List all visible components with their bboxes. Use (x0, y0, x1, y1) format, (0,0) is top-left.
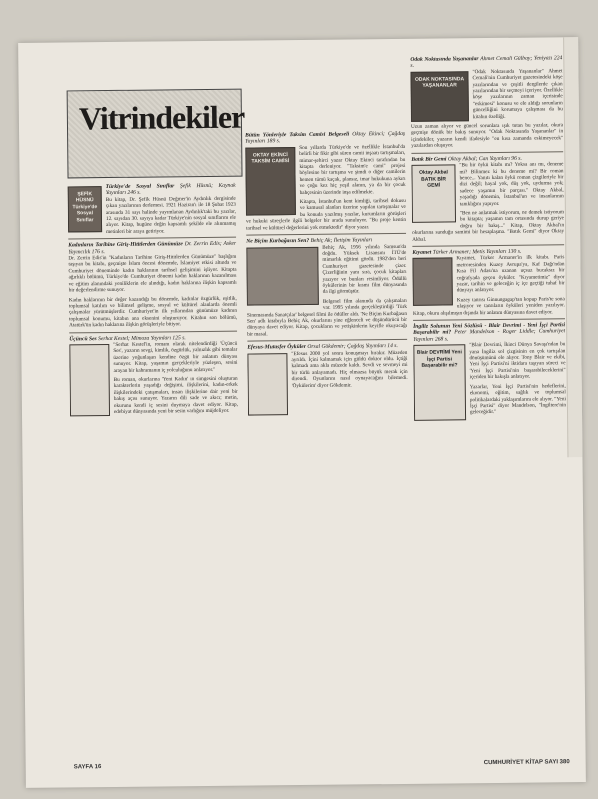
article-body: Son yıllarda Türkiye'de ve özellikle İstanbul'da belirli bir fikir gibi süren camii inşaatı tartışmaları, mimar-şehirci yazar Oktay Ekinci tarafından bu kitapta derleniyor. "Taksim'e cami" projesi böylesine bir tartışma ve şimdi o diğer camilerin hemen tümü kaçak, plansız, imar hukukuna aykırı ve çoğu kez hiç yeşil alanın, ya da bir çocuk bahçesinin üzerinde inşa edilmekte. (299, 143, 406, 196)
article-body: Yazarlar, Yeni İşçi Partisi'nin hedeflerini, ekonomi, eğitim, sağlık ve toplumsal politikalardaki yaklaşımlarını ele alıyor. "Yeni İşçi Partisi" diyor Mandelson, "İngiltere'nin geleceğidir." (469, 382, 566, 416)
article-body: Bu roman, okurlarına 'Yeni Kadın' ın simgesini oluşturan karakterlerin yaşadığı değişimi, ilişkilerini, kadın-erkek ilişkilerindeki çatışmaları, insan ilişkilerine dair yeni bir bakış açısı sunuyor. Yazarın dili sade ve akıcı; metin, okurunu kendi iç sesini duymaya davet ediyor. Kitap, edebiyat dünyasında yeni bir sesin varlığını müjdeliyor. (113, 375, 238, 415)
page-number: SAYFA 16 (73, 764, 102, 771)
divider (69, 330, 237, 333)
article-body: Belgesel film alanında da çalışmaları var. 1995 yılında gerçekleştirdiği 'Türk Sinemasında Sanatçılar' belgesel filmi ile ödüller aldı. 'Ne Biçim Kurbağasın Sen' adlı kitabıyla Behiç Ak, okurlarını yine eğlenceli ve düşündürücü bir dünyaya davet ediyor. Kitap, çocukların ve yetişkinlerin keyifle okuyacağı bir masal. (246, 297, 408, 338)
article-title: Bütün Yönleriyle Taksim Camisi Belgeseli Oktay Ekinci; Çağdaş Yayınları 189 s. (245, 130, 406, 145)
article-body: "Odak Noktasında Yaşananlar" Ahmet Cemali'nin Cumhuriyet gazetesindeki köşe yazılarından ve çeşitli dergilerde çıkan yazılarından bir seçmeyi içeriyor. Özellikle köşe yazılarının zaman içerisinde "eskimesi" konusu ve ele aldığı sorunların güncelliğini korumaya çalışması da bu kitabın özelliği. (472, 68, 563, 120)
article-body: Bu kitap, Dr. Şefik Hüsnü Değmer'in Aydınlık dergisinde çıkan yazılarının derlemesi. 1921 Haziran'ı ile 18 Şubat 1923 arasında 31 sayı halinde yayımlanan Aydınlık'taki bu yazılar, 12. sayıdan 30. sayıya kadar Türkiye'nin sosyal sınıflarını ele alıyor. Kitap, bugüne değin kapsamlı şekilde ele alınmamış metinleri bir araya getiriyor. (105, 195, 237, 235)
book-cover-image: ŞEFİK HÜSNÜ Türkiye'de Sosyal Sınıflar (68, 186, 102, 232)
book-cover-image (246, 246, 319, 305)
book-cover-image: Blair DEVRİMİ Yeni İşçi Partisi Başarabilir mi? (413, 345, 466, 422)
article-title: Kadınların Tarihine Giriş-Hititlerden Günümüze Dr. Zerrin Edis; Asker Yayıncılık 176 s. (68, 240, 237, 256)
publication-name: CUMHURİYET KİTAP SAYI 380 (483, 759, 570, 767)
article-body: Behiç Ak, 1956 yılında Samsun'da doğdu. Yüksek Lisansını İTÜ'de mimarlık eğitimi gördü. 1982'den beri Cumhuriyet gazetesinde çizer. Çizerliğinin yanı sıra, çocuk kitapları yazıyor ve bunları resimliyor. Ödüllü öykülerinin bir kısmı film dünyasında da ilgi görmüştür. (322, 243, 407, 296)
column-left (68, 183, 243, 788)
book-cover-image: Oktay Akbal BATIK BİR GEMİ (411, 164, 456, 222)
divider (246, 233, 406, 236)
divider (412, 244, 564, 247)
article-body: "Blair Devrimi, İkinci Dünya Savaşı'ndan bu yana İngiliz sol çizgisinin en çok tartışılan dönüşümünü ele alıyor. Tony Blair ve ekibi, Yeni İşçi Partisi'ni iktidara taşıyan süreci ve 'Yeni İşçi Partisi'nin başarabileceklerini" içeriden bir bakışla anlatıyor. (469, 341, 566, 381)
article-body: Kitapta, İstanbul'un kent kimliği, tarihsel dokusu ve kamusal alanları üzerine yapılan tartışmalar ve bu konuda yazılmış yazılar, kurumların görüşleri ve hukuki süreçlerle ilgili belgeler bir arada sunuluyor. "Bu proje kentin tarihsel ve kültürel değerlerini yok etmektedir" diyor yazar. (245, 197, 407, 232)
article-title: Odak Noktasında Yaşananlar Ahmet Cemali Gülbay; Yeniyazı 224 s. (410, 55, 563, 70)
article-title: Batık Bir Gemi Oktay Akbal; Can Yayınları 96 s. (411, 155, 522, 163)
back-page-edge (563, 37, 586, 457)
article-title: İngiliz Solunun Yeni Sözlüsü - Blair Devrimi - Yeni İşçi Partisi Başarabilir mi? Peter Mandelson - Roger Liddle; Cumhuriyet Yayınları 268 s. (413, 322, 566, 343)
newspaper-page (18, 37, 586, 788)
article-title: Türkiye'de Sosyal Sınıflar Şefik Hüsnü; Kaynak Yayınları 246 s. (105, 182, 236, 197)
book-cover-image: OKTAY EKİNCİ TAKSİM CAMİSİ (245, 147, 296, 216)
divider (68, 237, 236, 240)
article-body: Kıyamet, Türker Armaner'in ilk kitabı. Paris metroresinden Kuzey Avrupa'ya, Kaf Dağı'ndan Kısa Fil Adası'na uzanan uçsuz bucaksız bir coğrafyada geçen öyküler. "Kıyametimiz" diyor yazar, tarihin ve geleceğin iç içe geçtiği tuhaf bir dünyayı anlatıyor. (456, 254, 565, 294)
book-cover-image (247, 353, 288, 415)
article-body: "Ben ne anlatmak istiyorum, ne demek istiyorum bu kitapta; yaşamın tam ortasında durup geriye doğru bir bakış..." Kitap, Oktay Akbal'ın okurlarına sunduğu samimi bir hesaplaşma. "Batık Gemi" diyor Oktay Akbal. (412, 209, 565, 243)
divider (413, 318, 565, 321)
article-body: Uzun zaman alıyor ve güncel sorunlara ışık tutan bu yazılar, okura geçmişe dönük bir bakış sunuyor. "Odak Noktasında Yaşananlar" in içindekiler, yazarın kendi ifadesiyle "en kısa zamanda eskimeyecek" yazılardan oluşuyor. (410, 122, 564, 150)
article-body: "Efesus 2000 yol sonra konuşmayı bırakır. Müzeden ayrıldı. İçini kalmamak için güldü doktor oldu. İçtiği kalmadı ama akla müzede kaldı. Sevdi ve sevmeyi mi bir türlü anlayamadı. Hiç olmazsa büyük merak için direndi. Oyunlarını nasıl oynayacağını bilemedi. 'Öykülerim' diyor Gökdemir. (291, 349, 408, 389)
article-title: Ne Biçim Kurbağasın Sen? Behiç Ak; İletişim Yayınları (246, 237, 373, 245)
article-body: Kadın haklarının bir değer kazandığı bu dönemde, kadınlar özgürlük, eşitlik, toplumsal katılım ve bilimsel gelişme, sosyal ve kültürel alanlarda önemli çalışmalar yürütmüşlerdir. Cumhuriyet'in ilk yıllarından günümüze kadının toplumsal konumu, kitabın ana eksenini oluşturuyor. Kitabın son bölümü, Atatürk'ün kadın haklarına ilişkin görüşleriyle bitiyor. (68, 295, 238, 329)
book-cover-image (412, 258, 453, 306)
book-cover-image: ODAK NOKTASINDA YAŞANANLAR (410, 71, 469, 122)
article-body: "Bu bir öykü kitabı mı? Yoksa anı mı, deneme mi? Bilinmez ki bu deneme mi? Bir roman bence... Yanıtı kalan öykü roman çizgileriyle bir dizi değil; hayal yok, düş yok, uydurma yok; sadece yaşamın bir parçası." Oktay Akbal, yaşadığı dönemin, İstanbul'un ve insanlarının tanıklığını yapıyor. (459, 161, 564, 207)
article-title: Üçüncü Ses Serhat Kestel; Mimoza Yayınları 125 s. (69, 334, 186, 342)
article-title: Kıyamet Türker Armaner; Metis Yayınları 130 s. (412, 248, 522, 256)
article-title: Efesus-Mutasfer Öyküler Orsal Gökdemir; Çağdaş Yayınları 14 s. (247, 343, 398, 351)
article-body: Dr. Zerrin Edis'in "Kadınların Tarihine Giriş-Hititlerden Günümüze" başlığını taşıyan bu kitabı, geçmişte İslam öncesi dönemde, İslamiyet etkisi altında ve Cumhuriyet döneminde kadın haklarının tarihsel gelişimini işliyor. Kitapta ağırlıklı bölümü, Türkiye'de Cumhuriyet dönemi kadın haklarının kazanılması ve eğitim alanındaki yeniliklerin ele alındığı, kadın haklarına ilişkin kapsamlı bir değerlendirme sunuyor. (68, 253, 237, 294)
column-right (410, 55, 569, 747)
article-body: "Serhat Kestel'in, romanı olarak nitelendirdiği 'Üçüncü Ses', yazarın sevgi, kimlik, özgürlük, yalnızlık gibi temalar üzerine yoğunlaşan kendine özgü bir anlatım dünyası sunuyor. Kitap, yaşamın gerçekleriyle yüzleşen, sesini arayan bir kahramanın iç yolculuğunu anlatıyor." (113, 340, 238, 374)
book-cover-image (69, 344, 110, 416)
divider (247, 339, 407, 342)
divider (411, 151, 563, 154)
column-middle (245, 131, 411, 748)
page-title: Vitrindekiler (78, 98, 245, 137)
article-body: Kuzey tanrısı Ginnungagap'tan kopup Paris'te sona ulaşıyor ve tanrıların öyküleri yeniden yazılıyor. Kitap, okuru alışılmışın dışında bir anlatım dünyasına davet ediyor. (412, 296, 565, 317)
